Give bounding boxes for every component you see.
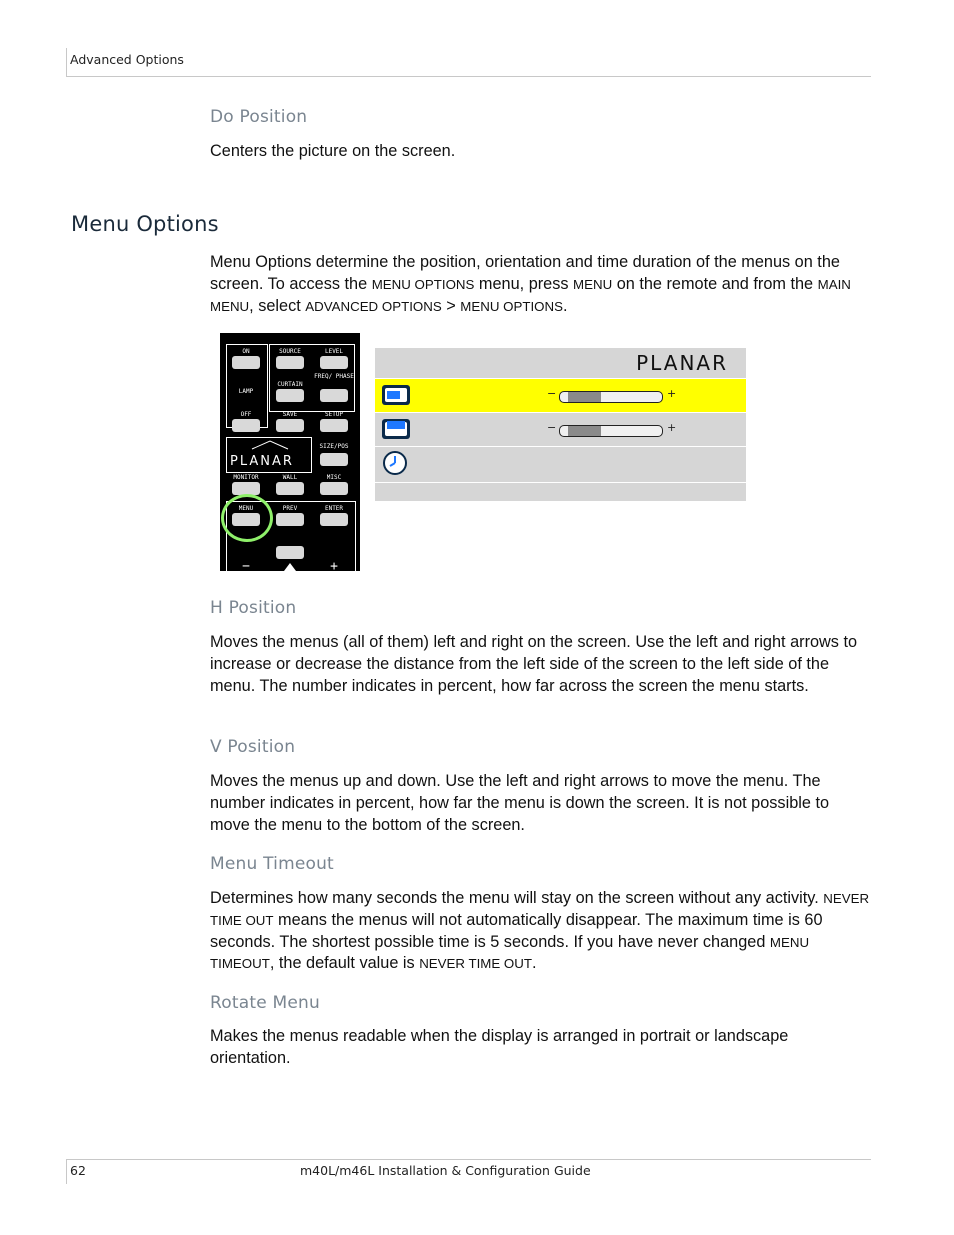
- remote-setup-button: [320, 419, 348, 432]
- v-position-icon: [381, 417, 411, 441]
- remote-wall-button: [276, 482, 304, 495]
- remote-freq-button: [320, 389, 348, 402]
- v-position-slider[interactable]: [547, 421, 677, 436]
- menu-options-intro: Menu Options determine the position, orientation and time duration of the menus on the screen. To access the MENU OPTIONS menu, press MENU on the remote and from the MAIN MENU, select ADVANCED OPTIONS > MENU OPTIONS.: [210, 253, 851, 315]
- remote-save-button: [276, 419, 304, 432]
- menu-timeout-heading: Menu Timeout: [210, 854, 334, 874]
- header-rule: [66, 76, 871, 77]
- remote-label-freq: FREQ/ PHASE: [314, 373, 354, 380]
- h-position-icon: [381, 383, 411, 407]
- footer-rule-vertical: [66, 1159, 67, 1184]
- slider-minus-icon: −: [547, 421, 557, 434]
- remote-minus-label: −: [242, 559, 250, 571]
- remote-label-source: SOURCE: [279, 348, 301, 355]
- do-position-heading: Do Position: [210, 107, 308, 127]
- remote-label-enter: ENTER: [324, 505, 344, 512]
- remote-plus-label: +: [330, 559, 338, 571]
- remote-up-arrow-icon: [284, 563, 296, 571]
- rotate-menu-body: Makes the menus readable when the display is arranged in portrait or landscape orientation.: [210, 1027, 789, 1067]
- remote-label-lamp: LAMP: [238, 388, 254, 395]
- h-position-slider[interactable]: [547, 387, 677, 402]
- remote-enter-button: [320, 513, 348, 526]
- page-number: 62: [70, 1163, 86, 1178]
- slider-plus-icon: +: [667, 387, 677, 400]
- footer-rule: [66, 1159, 871, 1160]
- osd-row-menu-timeout[interactable]: [375, 447, 746, 480]
- menu-button-highlight-ring: [221, 494, 273, 542]
- slider-fill: [568, 426, 601, 436]
- remote-label-misc: MISC: [326, 474, 342, 481]
- osd-separator: [375, 482, 746, 483]
- remote-planar-logo: PLANAR: [230, 454, 294, 469]
- clock-icon: [381, 451, 411, 475]
- remote-sizepos-button: [320, 453, 348, 466]
- osd-row-v-position[interactable]: [375, 413, 746, 446]
- h-position-body: Moves the menus (all of them) left and right on the screen. Use the left and right arrows to increase or decrease the distance from the left side of the screen to the left side of the menu. The number indicates in percent, how far across the screen the menu starts.: [210, 633, 858, 695]
- rotate-menu-heading: Rotate Menu: [210, 993, 320, 1013]
- remote-misc-button: [320, 482, 348, 495]
- remote-label-setup: SETUP: [324, 411, 344, 418]
- osd-planar-logo: PLANAR: [636, 351, 728, 375]
- running-header: Advanced Options: [70, 52, 184, 67]
- do-position-body: Centers the picture on the screen.: [210, 142, 456, 160]
- remote-label-level: LEVEL: [324, 348, 344, 355]
- remote-label-curtain: CURTAIN: [277, 381, 303, 388]
- remote-label-prev: PREV: [282, 505, 298, 512]
- remote-label-save: SAVE: [282, 411, 298, 418]
- remote-arrow-icon: [250, 439, 290, 451]
- remote-label-off: OFF: [240, 411, 252, 418]
- remote-prev-button: [276, 513, 304, 526]
- v-position-heading: V Position: [210, 737, 296, 757]
- remote-label-on: ON: [242, 348, 250, 355]
- guide-title: m40L/m46L Installation & Configuration Guide: [300, 1163, 591, 1178]
- remote-off-button: [232, 419, 260, 432]
- header-rule-vertical: [66, 48, 67, 77]
- remote-label-sizepos: SIZE/POS: [319, 443, 349, 450]
- slider-track: [559, 425, 663, 437]
- h-position-heading: H Position: [210, 598, 297, 618]
- slider-fill: [568, 392, 601, 402]
- osd-header: [375, 348, 746, 378]
- slider-minus-icon: −: [547, 387, 557, 400]
- remote-label-monitor: MONITOR: [233, 474, 259, 481]
- remote-label-menu: MENU: [238, 505, 254, 512]
- remote-on-button: [232, 356, 260, 369]
- remote-label-wall: WALL: [282, 474, 298, 481]
- v-position-body: Moves the menus up and down. Use the left and right arrows to move the menu. The number indicates in percent, how far the menu is down the screen. It is not possible to move the menu to the bottom of the screen.: [210, 772, 830, 834]
- remote-source-button: [276, 356, 304, 369]
- osd-menu-options: [375, 348, 746, 501]
- osd-row-h-position[interactable]: [375, 379, 746, 412]
- remote-curtain-button: [276, 389, 304, 402]
- menu-timeout-body: Determines how many seconds the menu will stay on the screen without any activity. NEVER TIME OUT means the menus will not automatically disappear. The maximum time is 60 seconds. The shortest possible time is 5 seconds. If you have never changed MENU TIMEOUT, the default value is NEVER TIME OUT.: [210, 889, 870, 973]
- remote-up-button: [276, 546, 304, 559]
- remote-level-button: [320, 356, 348, 369]
- slider-track: [559, 391, 663, 403]
- slider-plus-icon: +: [667, 421, 677, 434]
- menu-options-title: Menu Options: [71, 212, 219, 236]
